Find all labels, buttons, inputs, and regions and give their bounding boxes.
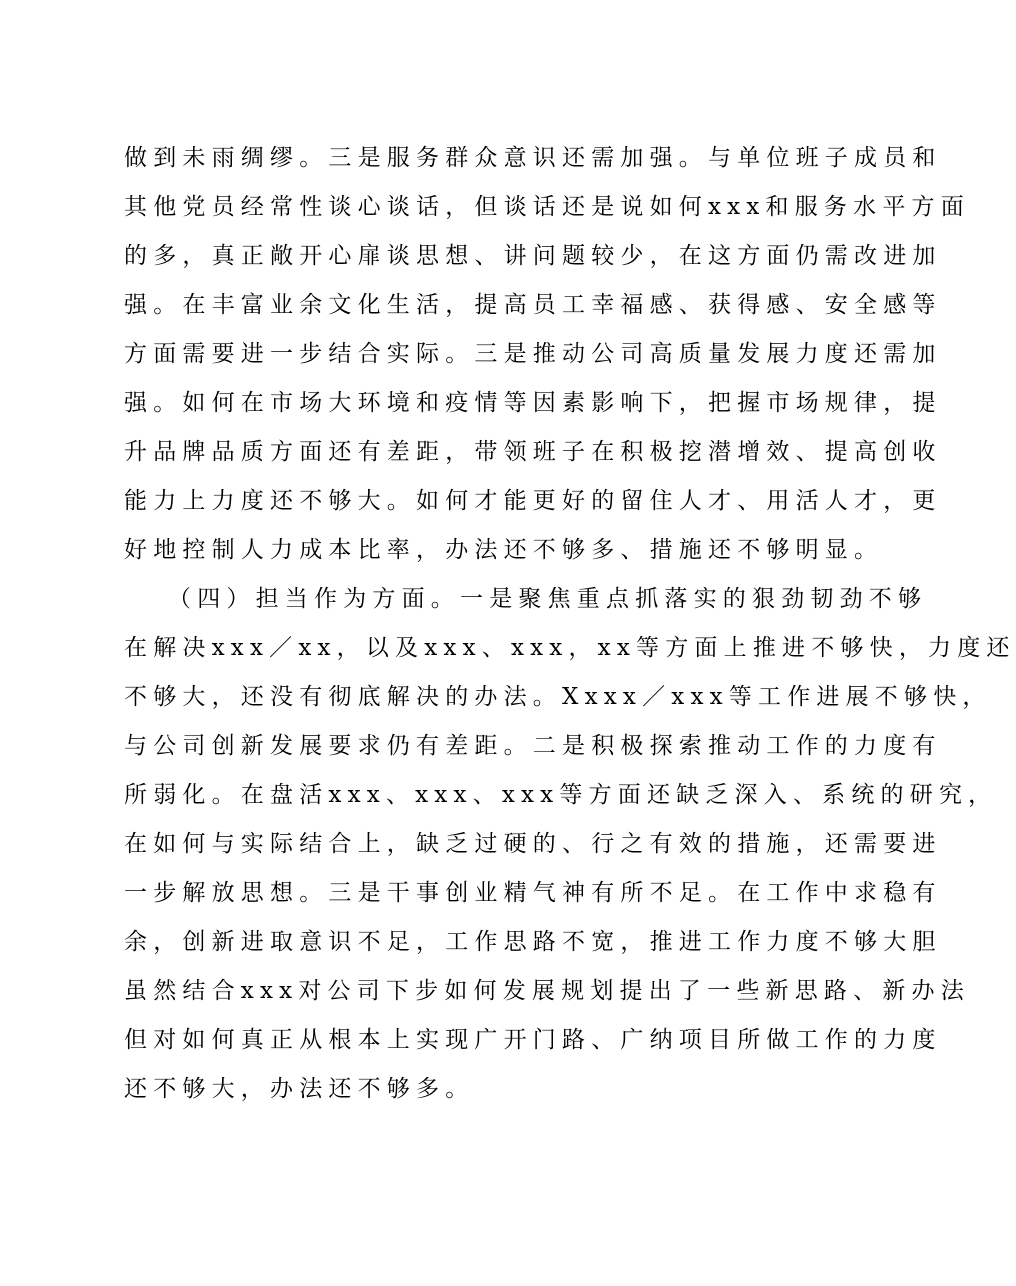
text-line: 其他党员经常性谈心谈话，但谈话还是说如何xxx和服务水平方面: [124, 194, 970, 220]
text-line: 余，创新进取意识不足，工作思路不宽，推进工作力度不够大胆: [124, 929, 942, 955]
text-line: 强。在丰富业余文化生活，提高员工幸福感、获得感、安全感等: [124, 292, 942, 318]
text-line: 方面需要进一步结合实际。三是推动公司高质量发展力度还需加: [124, 341, 942, 367]
text-line: 好地控制人力成本比率，办法还不够多、措施还不够明显。: [124, 537, 884, 563]
text-line: 不够大，还没有彻底解决的办法。Xxxx／xxx等工作进展不够快，: [124, 684, 992, 710]
text-line: 能力上力度还不够大。如何才能更好的留住人才、用活人才，更: [124, 488, 942, 514]
text-line: 强。如何在市场大环境和疫情等因素影响下，把握市场规律，提: [124, 390, 942, 416]
text-line: 在如何与实际结合上，缺乏过硬的、行之有效的措施，还需要进: [124, 831, 942, 857]
text-line: 与公司创新发展要求仍有差距。二是积极探索推动工作的力度有: [124, 733, 942, 759]
text-line: 在解决xxx／xx，以及xxx、xxx，xx等方面上推进不够快，力度还: [124, 635, 1016, 661]
text-line: 一步解放思想。三是干事创业精气神有所不足。在工作中求稳有: [124, 880, 942, 906]
text-line: 做到未雨绸缪。三是服务群众意识还需加强。与单位班子成员和: [124, 145, 942, 171]
text-line: 的多，真正敞开心扉谈思想、讲问题较少，在这方面仍需改进加: [124, 243, 942, 269]
text-line: 但对如何真正从根本上实现广开门路、广纳项目所做工作的力度: [124, 1027, 942, 1053]
text-line: 虽然结合xxx对公司下步如何发展规划提出了一些新思路、新办法: [124, 978, 970, 1004]
section-heading-line: （四）担当作为方面。一是聚焦重点抓落实的狠劲韧劲不够: [168, 586, 928, 612]
text-line: 还不够大，办法还不够多。: [124, 1076, 475, 1102]
text-line: 所弱化。在盘活xxx、xxx、xxx等方面还缺乏深入、系统的研究，: [124, 782, 998, 808]
text-line: 升品牌品质方面还有差距，带领班子在积极挖潜增效、提高创收: [124, 439, 942, 465]
